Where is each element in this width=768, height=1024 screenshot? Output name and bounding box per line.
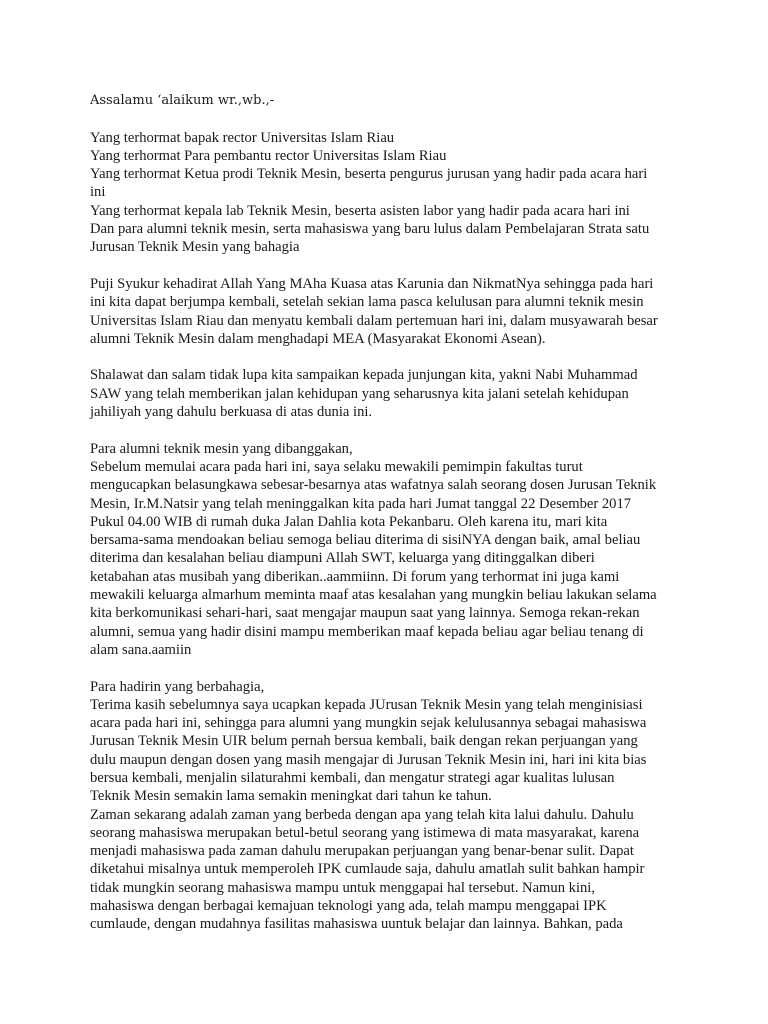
paragraph-praise <box>90 275 690 348</box>
paragraph-gap <box>90 110 690 128</box>
paragraph-line: menjadi mahasiswa pada zaman dahulu merupakan perjuangan yang benar-benar sulit. Dapat <box>90 843 634 860</box>
paragraph-line: mahasiswa dengan berbagai kemajuan teknologi yang ada, telah mampu menggapai IPK <box>90 898 607 915</box>
paragraph-line: Para alumni teknik mesin yang dibanggakan, <box>90 440 353 457</box>
document-body <box>90 92 690 934</box>
paragraph-line: Mesin, Ir.M.Natsir yang telah meninggalkan kita pada hari Jumat tanggal 22 Desember 2017 <box>90 495 632 512</box>
salutation-line: Yang terhormat Para pembantu rector Universitas Islam Riau <box>90 147 447 164</box>
paragraph-gratitude <box>90 678 690 934</box>
paragraph-line: dulu maupun dengan dosen yang masih mengajar di Jurusan Teknik Mesin ini, hari ini kita bias <box>90 751 647 768</box>
paragraph-line: alumni Teknik Mesin dalam menghadapi MEA (Masyarakat Ekonomi Asean). <box>90 330 546 347</box>
paragraph-line: Para hadirin yang berbahagia, <box>90 678 265 695</box>
paragraph-shalawat <box>90 366 690 421</box>
paragraph-line: Puji Syukur kehadirat Allah Yang MAha Kuasa atas Karunia dan NikmatNya sehingga pada hari <box>90 275 654 292</box>
paragraph-line: Teknik Mesin semakin lama semakin meningkat dari tahun ke tahun. <box>90 788 492 805</box>
paragraph-gap <box>90 421 690 439</box>
salutation-line: Dan para alumni teknik mesin, serta mahasiswa yang baru lulus dalam Pembelajaran Strata satu <box>90 221 650 238</box>
paragraph-line: ketabahan atas musibah yang diberikan..aammiinn. Di forum yang terhormat ini juga kami <box>90 568 620 585</box>
paragraph-gap <box>90 348 690 366</box>
paragraph-line: kita berkomunikasi sehari-hari, saat mengajar maupun saat yang lainnya. Semoga rekan-rekan <box>90 605 640 622</box>
salutation-line: Yang terhormat bapak rector Universitas Islam Riau <box>90 129 395 146</box>
paragraph-line: bersua kembali, menjalin silaturahmi kembali, dan mengatur strategi agar kualitas lulusan <box>90 769 615 786</box>
paragraph-gap <box>90 659 690 677</box>
paragraph-line: Shalawat dan salam tidak lupa kita sampaikan kepada junjungan kita, yakni Nabi Muhammad <box>90 367 638 384</box>
paragraph-line: Jurusan Teknik Mesin UIR belum pernah bersua kembali, baik dengan rekan perjuangan yang <box>90 733 638 750</box>
paragraph-line: alam sana.aamiin <box>90 641 192 658</box>
paragraph-line: jahiliyah yang dahulu berkuasa di atas dunia ini. <box>90 404 373 421</box>
paragraph-line: Universitas Islam Riau dan menyatu kembali dalam pertemuan hari ini, dalam musyawarah besar <box>90 312 658 329</box>
paragraph-line: diketahui misalnya untuk memperoleh IPK cumlaude saja, dahulu amatlah sulit bahkan hampir <box>90 861 645 878</box>
paragraph-line: Zaman sekarang adalah zaman yang berbeda dengan apa yang telah kita lalui dahulu. Dahulu <box>90 806 634 823</box>
paragraph-line: Pukul 04.00 WIB di rumah duka Jalan Dahlia kota Pekanbaru. Oleh karena itu, mari kita <box>90 513 608 530</box>
salutation-line: Yang terhormat kepala lab Teknik Mesin, beserta asisten labor yang hadir pada acara hari ini <box>90 202 630 219</box>
paragraph-line: SAW yang telah memberikan jalan kehidupan yang seharusnya kita jalani setelah kehidupan <box>90 385 629 402</box>
paragraph-line: diterima dan kesalahan beliau diampuni Allah SWT, keluarga yang ditinggalkan diberi <box>90 550 595 567</box>
paragraph-line: alumni, semua yang hadir disini mampu memberikan maaf kepada beliau agar beliau tenang di <box>90 623 644 640</box>
paragraph-gap <box>90 257 690 275</box>
salutations <box>90 129 690 257</box>
paragraph-line: Terima kasih sebelumnya saya ucapkan kepada JUrusan Teknik Mesin yang telah menginisiasi <box>90 696 643 713</box>
salutation-line: Yang terhormat Ketua prodi Teknik Mesin, beserta pengurus jurusan yang hadir pada acara hari <box>90 166 648 183</box>
paragraph-line: Sebelum memulai acara pada hari ini, saya selaku mewakili pemimpin fakultas turut <box>90 458 583 475</box>
paragraph-condolence <box>90 440 690 660</box>
paragraph-line: ini kita dapat berjumpa kembali, setelah sekian lama pasca kelulusan para alumni teknik mesin <box>90 294 644 311</box>
paragraph-line: seorang mahasiswa merupakan betul-betul seorang yang istimewa di mata masyarakat, karena <box>90 824 640 841</box>
paragraph-line: bersama-sama mendoakan beliau semoga beliau diterima di sisiNYA dengan baik, amal beliau <box>90 532 641 549</box>
paragraph-line: tidak mungkin seorang mahasiswa mampu untuk menggapai hal tersebut. Namun kini, <box>90 879 596 896</box>
paragraph-line: cumlaude, dengan mudahnya fasilitas mahasiswa uuntuk belajar dan lainnya. Bahkan, pada <box>90 916 623 933</box>
paragraph-line: mengucapkan belasungkawa sebesar-besarnya atas wafatnya salah seorang dosen Jurusan Teknik <box>90 477 657 494</box>
paragraph-line: mewakili keluarga almarhum meminta maaf atas kesalahan yang mungkin beliau lakukan selama <box>90 587 657 604</box>
salutation-line: ini <box>90 184 106 201</box>
salutation-line: Jurusan Teknik Mesin yang bahagia <box>90 239 300 256</box>
paragraph-line: acara pada hari ini, sehingga para alumni yang mungkin sejak kelulusannya sebagai mahasiswa <box>90 715 647 732</box>
greeting: Assalamu ‘alaikum wr.,wb.,- <box>90 93 275 108</box>
